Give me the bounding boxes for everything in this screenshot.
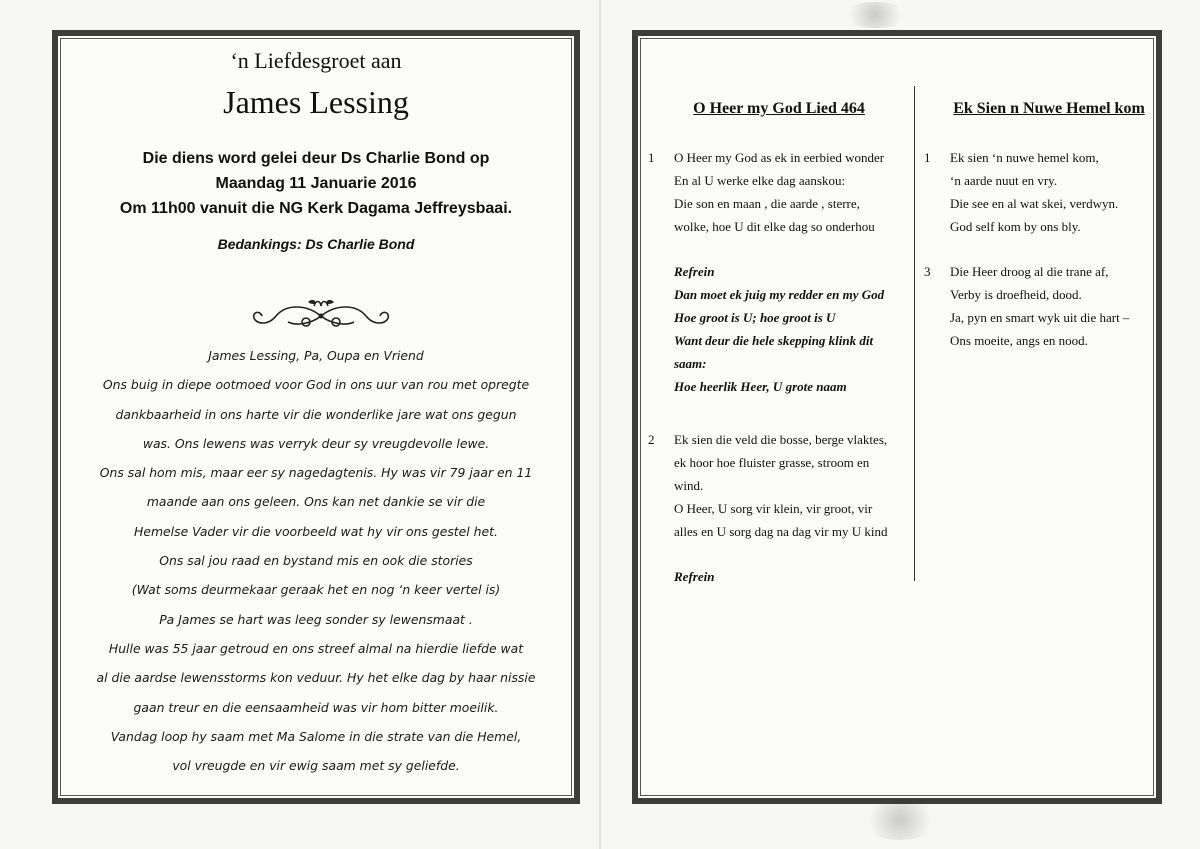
tribute-line: Ons sal hom mis, maar eer sy nagedagtenis. Hy was vir 79 jaar en 11 <box>99 465 533 481</box>
hymn-verse <box>924 260 1154 352</box>
tribute-line: al die aardse lewensstorms kon veduur. Hy het elke dag by haar nissie <box>96 670 536 686</box>
verse-line: alles en U sorg dag na dag vir my U kind <box>674 524 888 539</box>
tribute-line: (Wat soms deurmekaar geraak het en nog ‘n keer vertel is) <box>131 582 501 598</box>
hymn-title: O Heer my God Lied 464 <box>693 100 865 117</box>
verse-line: Ek sien ‘n nuwe hemel kom, <box>950 150 1099 165</box>
refrain-line: Refrein <box>674 264 715 279</box>
refrain-line: saam: <box>674 356 707 371</box>
hymn-column-1 <box>648 100 910 610</box>
verse-line: Ek sien die veld die bosse, berge vlaktes, <box>674 432 888 447</box>
verse-line: Die see en al wat skei, verdwyn. <box>950 196 1119 211</box>
hymn-verse <box>648 428 910 543</box>
column-divider <box>914 86 915 581</box>
hymns-panel <box>632 30 1162 804</box>
tribute-line: Pa James se hart was leeg sonder sy lewensmaat . <box>159 611 473 627</box>
hymn-column-2 <box>924 100 1154 374</box>
refrain-reference: Refrein <box>674 569 715 584</box>
verse-line: ek hoor hoe fluister grasse, stroom en <box>674 455 870 470</box>
flourish-ornament-icon <box>246 296 396 336</box>
page-fold <box>599 0 601 849</box>
thanks-line: Bedankings: Ds Charlie Bond <box>217 236 415 252</box>
refrain-line: Hoe groot is U; hoe groot is U <box>674 310 836 325</box>
service-details <box>58 146 574 221</box>
refrain-line: Want deur die hele skepping klink dit <box>674 333 874 348</box>
tribute-text <box>58 341 574 780</box>
memorial-panel <box>52 30 580 804</box>
tribute-line: was. Ons lewens was verryk deur sy vreugdevolle lewe. <box>142 435 490 451</box>
verse-line: En al U werke elke dag aanskou: <box>674 173 846 188</box>
tribute-line: Ons sal jou raad en bystand mis en ook die stories <box>159 553 473 569</box>
tribute-line: Vandag loop hy saam met Ma Salome in die strate van die Hemel, <box>110 728 522 744</box>
hymn-verse <box>648 146 910 238</box>
hymn-title: Ek Sien n Nuwe Hemel kom <box>953 100 1145 117</box>
verse-line: God self kom by ons bly. <box>950 219 1081 234</box>
service-line: Die diens word gelei deur Ds Charlie Bond op <box>142 150 490 167</box>
scan-smudge <box>860 800 940 840</box>
verse-line: wind. <box>674 478 704 493</box>
tribute-line: dankbaarheid in ons harte vir die wonderlike jare wat ons gegun <box>115 406 517 422</box>
tribute-line: maande aan ons geleen. Ons kan net dankie se vir die <box>146 494 486 510</box>
hymn-verse <box>924 146 1154 238</box>
tribute-line: Hulle was 55 jaar getroud en ons streef almal na hierdie liefde wat <box>108 640 524 656</box>
verse-line: Verby is droefheid, dood. <box>950 287 1082 302</box>
verse-number: 1 <box>924 150 931 165</box>
verse-line: wolke, hoe U dit elke dag so onderhou <box>674 219 875 234</box>
tribute-line: vol vreugde en vir ewig saam met sy geliefde. <box>172 758 460 774</box>
refrain-line: Dan moet ek juig my redder en my God <box>674 287 885 302</box>
verse-line: O Heer, U sorg vir klein, vir groot, vir <box>674 501 873 516</box>
hymn-refrain <box>648 260 910 398</box>
tribute-line: Hemelse Vader vir die voorbeeld wat hy vir ons gestel het. <box>134 523 498 539</box>
scan-smudge <box>840 2 910 28</box>
greeting: ‘n Liefdesgroet aan <box>230 48 402 73</box>
verse-number: 3 <box>924 264 931 279</box>
verse-number: 1 <box>648 150 655 165</box>
verse-line: Ja, pyn en smart wyk uit die hart – <box>950 310 1130 325</box>
service-line: Om 11h00 vanuit die NG Kerk Dagama Jeffreysbaai. <box>119 200 513 217</box>
verse-line: Die son en maan , die aarde , sterre, <box>674 196 860 211</box>
service-line: Maandag 11 Januarie 2016 <box>215 175 417 192</box>
verse-line: O Heer my God as ek in eerbied wonder <box>674 150 885 165</box>
verse-number: 2 <box>648 432 655 447</box>
refrain-line: Hoe heerlik Heer, U grote naam <box>674 379 847 394</box>
verse-line: Ons moeite, angs en nood. <box>950 333 1088 348</box>
verse-line: ‘n aarde nuut en vry. <box>950 173 1058 188</box>
tribute-line: gaan treur en die eensaamheid was vir hom bitter moeilik. <box>133 699 499 715</box>
verse-line: Die Heer droog al die trane af, <box>950 264 1109 279</box>
tribute-line: James Lessing, Pa, Oupa en Vriend <box>208 348 424 363</box>
tribute-line: Ons buig in diepe ootmoed voor God in ons uur van rou met opregte <box>102 377 530 393</box>
deceased-name: James Lessing <box>223 84 409 120</box>
